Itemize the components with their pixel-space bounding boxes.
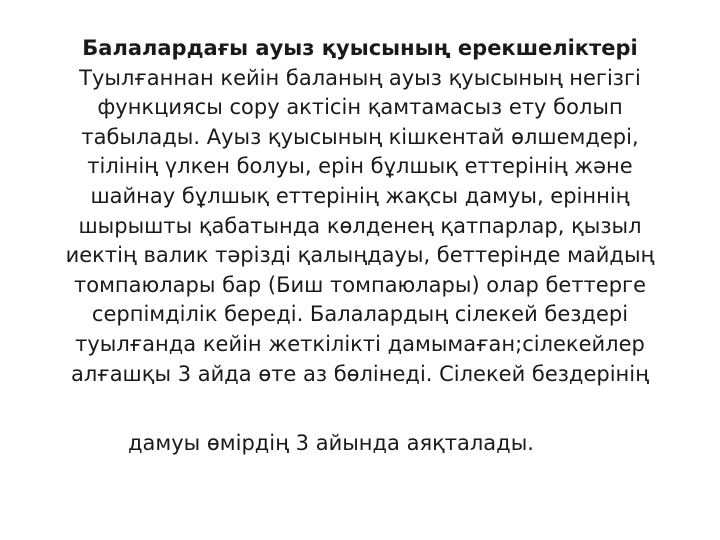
slide-last-line: дамуы өмірдің 3 айында аяқталады. [128,431,534,455]
slide-body-text: Туылғаннан кейін баланың ауыз қуысының негізгі функциясы сору актісін қамтамасыз ету болып табылады. Ауыз қуысының кішкентай өлшемдері, тілінің үлкен болуы, ерін бұлшық еттерінің және шайнау бұлшық еттерінің жақсы дамуы, еріннің шырышты қабатында көлденең қатпарлар, қызыл иектің валик тәрізді қалыңдауы, беттерінде майдың томпаюлары бар (Биш томпаюлары) олар беттерге серпімділік береді. Балалардың сілекей бездері туылғанда кейін жеткілікті дамымаған;сілекейлер алғашқы 3 айда өте аз бөлінеді. Сілекей бездерінің [65,65,655,386]
slide-title: Балалардағы ауыз қуысының ерекшеліктері [82,36,638,60]
slide-content [50,34,670,389]
